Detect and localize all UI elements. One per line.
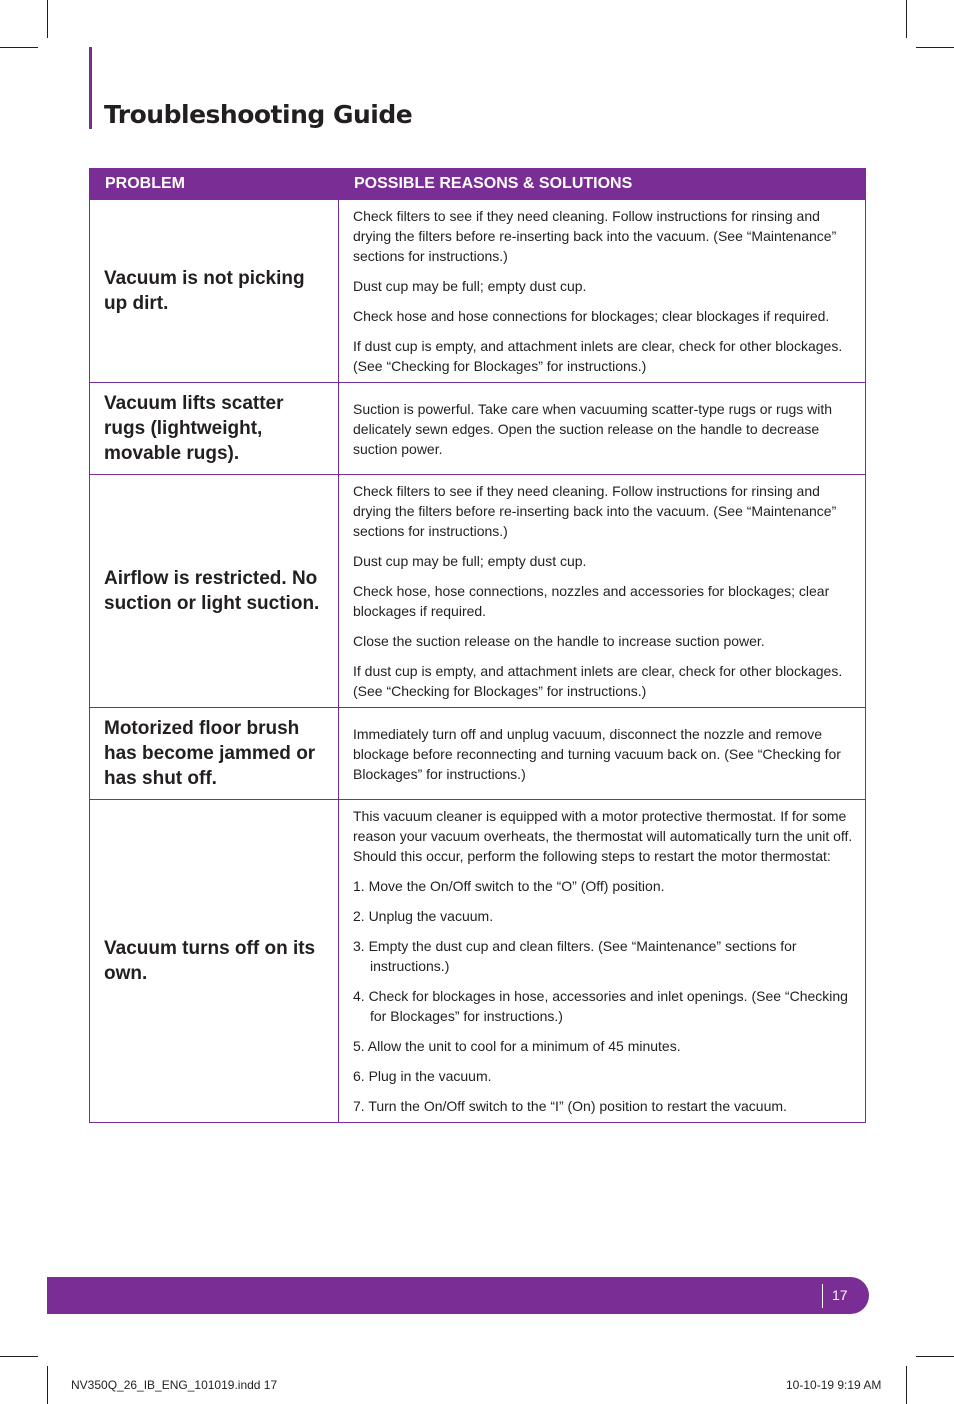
- solution-text: 2. Unplug the vacuum.: [353, 908, 494, 924]
- problem-cell: Airflow is restricted. No suction or light suction.: [90, 475, 339, 708]
- troubleshooting-table: [89, 168, 866, 1123]
- problem-cell: Motorized floor brush has become jammed or has shut off.: [90, 708, 339, 800]
- footer-band: [47, 1277, 869, 1314]
- title-accent-bar: [89, 47, 92, 129]
- crop-mark: [916, 1356, 954, 1357]
- crop-mark: [0, 1356, 38, 1357]
- table-row: [90, 708, 866, 800]
- footer-divider: [822, 1284, 823, 1308]
- solution-text: 5. Allow the unit to cool for a minimum of 45 minutes.: [353, 1038, 681, 1054]
- slug-timestamp: 10-10-19 9:19 AM: [786, 1378, 882, 1392]
- solution-text: Immediately turn off and unplug vacuum, disconnect the nozzle and remove blockage before reconnecting and turning vacuum back on. (See “Checking for Blockages” for instructions.): [353, 725, 841, 782]
- problem-cell: Vacuum is not picking up dirt.: [90, 200, 339, 383]
- table-row: [90, 800, 866, 1123]
- crop-mark: [906, 0, 907, 38]
- solution-text: Check filters to see if they need cleaning. Follow instructions for rinsing and drying the filters before re-inserting back into the vacuum. (See “Maintenance” sections for instructions.): [353, 208, 837, 264]
- page-number: 17: [832, 1287, 848, 1303]
- solution-text: 4. Check for blockages in hose, accessories and inlet openings. (See “Checking for Blockages” for instructions.): [353, 988, 848, 1024]
- solution-text: 3. Empty the dust cup and clean filters. (See “Maintenance” sections for instructions.): [353, 938, 797, 974]
- solution-text: Dust cup may be full; empty dust cup.: [353, 278, 587, 294]
- solution-text: 7. Turn the On/Off switch to the “I” (On) position to restart the vacuum.: [353, 1098, 787, 1114]
- table-header-row: [90, 169, 866, 200]
- solution-text: 6. Plug in the vacuum.: [353, 1068, 492, 1084]
- table-row: [90, 475, 866, 708]
- crop-mark: [47, 1366, 48, 1404]
- solution-text: Suction is powerful. Take care when vacuuming scatter-type rugs or rugs with delicately sewn edges. Open the suction release on the handle to decrease suction power.: [353, 400, 833, 457]
- table-row: [90, 200, 866, 383]
- solution-text: Check filters to see if they need cleaning. Follow instructions for rinsing and drying the filters before re-inserting back into the vacuum. (See “Maintenance” sections for instructions.): [353, 483, 837, 539]
- solutions-cell: [339, 708, 866, 800]
- solutions-cell: [339, 800, 866, 1123]
- table-row: [90, 383, 866, 475]
- solution-text: If dust cup is empty, and attachment inlets are clear, check for other blockages. (See “Checking for Blockages” for instructions.): [353, 338, 843, 374]
- solution-text: This vacuum cleaner is equipped with a motor protective thermostat. If for some reason your vacuum overheats, the thermostat will automatically turn the unit off. Should this occur, perform the following steps to restart the motor thermostat:: [353, 808, 853, 864]
- solution-text: If dust cup is empty, and attachment inlets are clear, check for other blockages. (See “Checking for Blockages” for instructions.): [353, 663, 843, 699]
- crop-mark: [47, 0, 48, 38]
- solution-text: Check hose and hose connections for blockages; clear blockages if required.: [353, 308, 830, 324]
- page-title: Troubleshooting Guide: [104, 100, 413, 129]
- solution-text: Close the suction release on the handle to increase suction power.: [353, 633, 765, 649]
- crop-mark: [0, 47, 38, 48]
- solutions-cell: [339, 383, 866, 475]
- solutions-cell: [339, 200, 866, 383]
- solution-text: Check hose, hose connections, nozzles and accessories for blockages; clear blockages if required.: [353, 583, 830, 619]
- solution-text: 1. Move the On/Off switch to the “O” (Off) position.: [353, 878, 665, 894]
- slug-file-name: NV350Q_26_IB_ENG_101019.indd 17: [71, 1378, 278, 1392]
- solution-text: Dust cup may be full; empty dust cup.: [353, 553, 587, 569]
- crop-mark: [916, 47, 954, 48]
- problem-cell: Vacuum turns off on its own.: [90, 800, 339, 1123]
- column-header-solutions: POSSIBLE REASONS & SOLUTIONS: [339, 169, 866, 200]
- problem-cell: Vacuum lifts scatter rugs (lightweight, movable rugs).: [90, 383, 339, 475]
- crop-mark: [906, 1366, 907, 1404]
- solutions-cell: [339, 475, 866, 708]
- column-header-problem: PROBLEM: [90, 169, 339, 200]
